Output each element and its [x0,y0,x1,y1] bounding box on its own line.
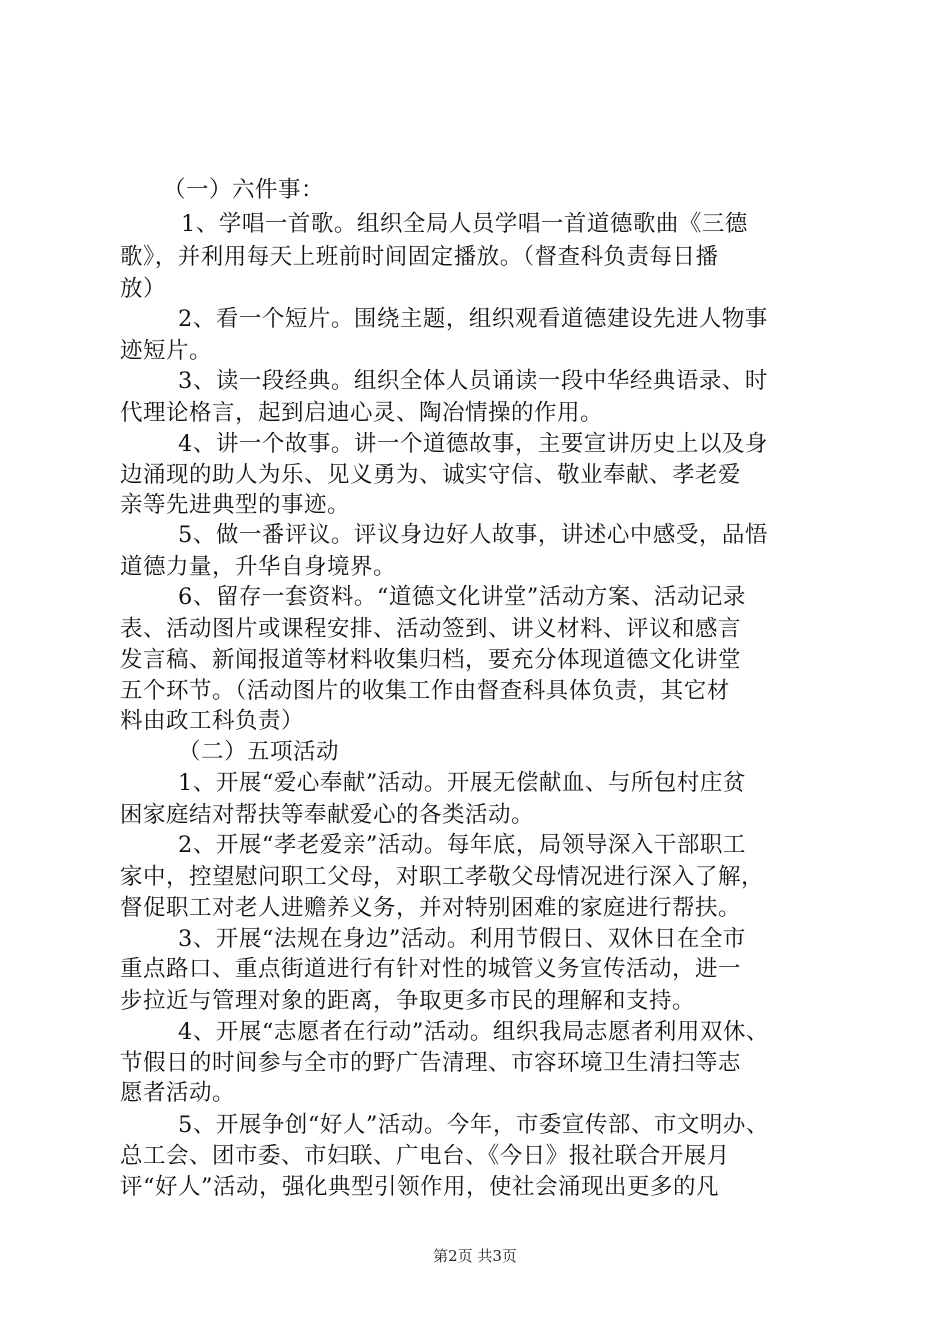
paragraph-line: 道德力量，升华自身境界。 [120,554,397,580]
paragraph-line: 3、读一段经典。组织全体人员诵读一段中华经典语录、时 [178,368,768,394]
paragraph-line: 放） [120,276,167,302]
paragraph-line: 亲等先进典型的事迹。 [120,492,351,518]
page-number-footer: 第2页 共3页 [433,1247,517,1265]
paragraph-line: 督促职工对老人进赡养义务，并对特别困难的家庭进行帮扶。 [120,895,742,921]
paragraph-line: 3、开展“法规在身边”活动。利用节假日、双休日在全市 [178,926,746,952]
paragraph-line: 6、留存一套资料。“道德文化讲堂”活动方案、活动记录 [178,584,746,610]
paragraph-line: 困家庭结对帮扶等奉献爱心的各类活动。 [120,802,535,828]
section-heading-five-activities: （二）五项活动 [178,739,340,765]
paragraph-line: 家中，控望慰问职工父母，对职工孝敬父母情况进行深入了解， [120,864,765,890]
paragraph-line: 边涌现的助人为乐、见义勇为、诚实守信、敬业奉献、孝老爱 [120,462,742,488]
paragraph-line: 步拉近与管理对象的距离，争取更多市民的理解和支持。 [120,988,696,1014]
paragraph-line: 5、开展争创“好人”活动。今年，市委宣传部、市文明办、 [178,1112,769,1138]
paragraph-line: 1、学唱一首歌。组织全局人员学唱一首道德歌曲《三德 [181,211,748,237]
paragraph-line: 发言稿、新闻报道等材料收集归档，要充分体现道德文化讲堂 [120,647,742,673]
paragraph-line: 4、开展“志愿者在行动”活动。组织我局志愿者利用双休、 [178,1019,769,1045]
paragraph-line: 迹短片。 [120,338,213,364]
paragraph-line: 2、开展“孝老爱亲”活动。每年底，局领导深入干部职工 [178,832,746,858]
paragraph-line: 重点路口、重点街道进行有针对性的城管义务宣传活动，进一 [120,956,742,982]
paragraph-line: 五个环节。（活动图片的收集工作由督查科具体负责，其它材 [120,678,730,704]
paragraph-line: 1、开展“爱心奉献”活动。开展无偿献血、与所包村庄贫 [178,770,746,796]
paragraph-line: 5、做一番评议。评议身边好人故事，讲述心中感受，品悟 [178,522,768,548]
paragraph-line: 代理论格言，起到启迪心灵、陶冶情操的作用。 [120,400,604,426]
paragraph-line: 4、讲一个故事。讲一个道德故事，主要宣讲历史上以及身 [178,431,768,457]
paragraph-line: 表、活动图片或课程安排、活动签到、讲义材料、评议和感言 [120,616,742,642]
paragraph-line: 总工会、团市委、市妇联、广电台、《今日》报社联合开展月 [120,1143,730,1169]
section-heading-six-things: （一）六件事： [163,177,325,203]
paragraph-line: 歌》，并利用每天上班前时间固定播放。（督查科负责每日播 [120,244,719,270]
paragraph-line: 评“好人”活动，强化典型引领作用，使社会涌现出更多的凡 [120,1174,720,1200]
paragraph-line: 节假日的时间参与全市的野广告清理、市容环境卫生清扫等志 [120,1050,742,1076]
paragraph-line: 2、看一个短片。围绕主题，组织观看道德建设先进人物事 [178,306,768,332]
paragraph-line: 愿者活动。 [120,1080,236,1106]
paragraph-line: 料由政工科负责） [120,708,305,734]
